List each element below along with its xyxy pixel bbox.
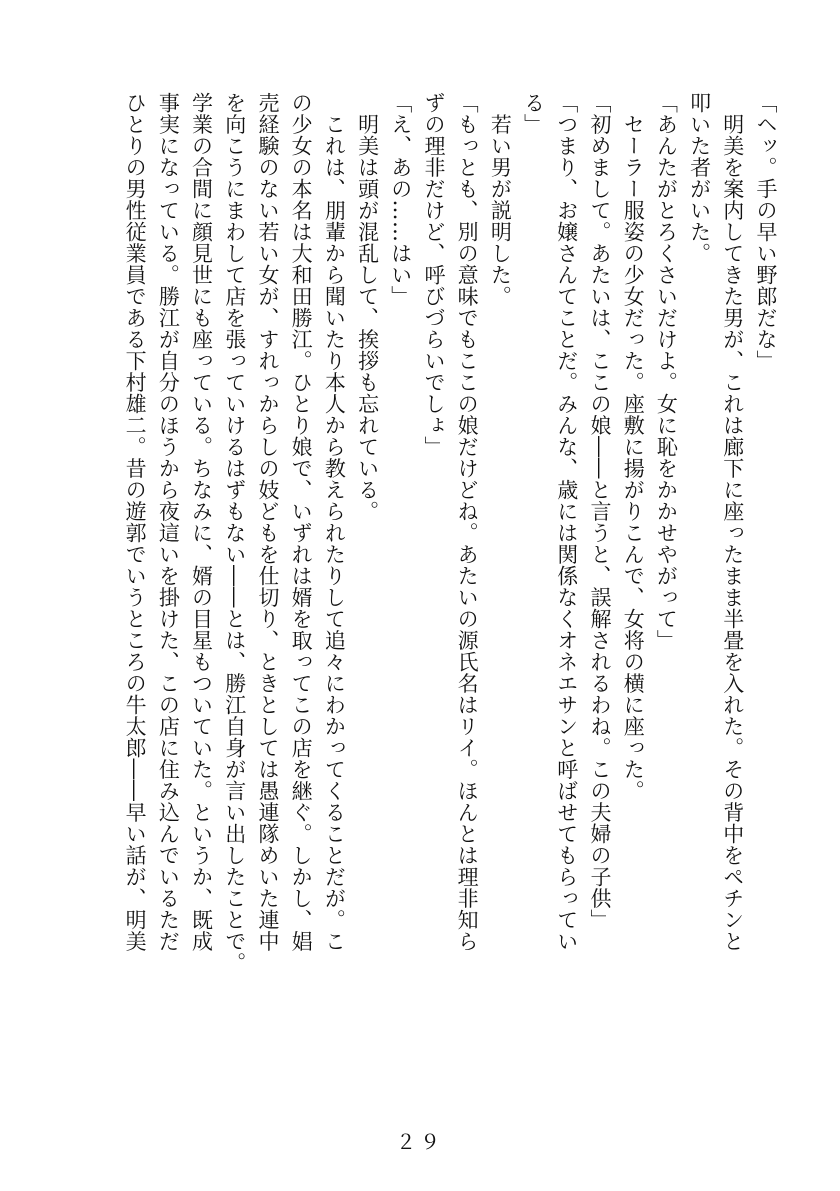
text-line: 叩いた者がいた。 (687, 92, 712, 264)
text-line: 学業の合間に顔見世にも座っている。ちなみに、婿の目星もついていた。というか、既成 (189, 92, 214, 952)
text-line: 事実になっている。勝江が自分のほうから夜這いを掛けた、この店に住み込んでいるただ (156, 92, 181, 952)
text-line: 売経験のない若い女が、すれっからしの妓どもを仕切り、ときとしては愚連隊めいた連中 (255, 92, 280, 952)
text-line: 明美を案内してきた男が、これは廊下に座ったまま半畳を入れた。その背中をペチンと (720, 92, 745, 952)
vertical-text-body (52, 92, 782, 1037)
text-line: 「ヘッ。手の早い野郎だな」 (754, 92, 778, 372)
text-line: を向こうにまわして店を張っていけるはずもない――とは、勝江自身が言い出したことで。 (222, 92, 247, 974)
text-line: これは、朋輩から聞いたり本人から教えられたりして追々にわかってくることだが。こ (322, 92, 347, 952)
text-line: 若い男が説明した。 (488, 92, 513, 307)
text-line: セーラー服姿の少女だった。座敷に揚がりこんで、女将の横に座った。 (621, 92, 646, 802)
text-line: 「え、あの……はい」 (388, 92, 413, 307)
text-line: る」 (521, 92, 546, 135)
text-line: 「あんたがとろくさいだけよ。女に恥をかかせやがって」 (654, 92, 679, 651)
text-line: の少女の本名は大和田勝江。ひとり娘で、いずれは婿を取ってこの店を継ぐ。しかし、娼 (289, 92, 314, 952)
text-line: 「つまり、お嬢さんてことだ。みんな、歳には関係なくオネエサンと呼ばせてもらってい (554, 92, 579, 952)
text-line: 明美は頭が混乱して、挨拶も忘れている。 (355, 92, 380, 522)
text-line: ずの理非だけど、呼びづらいでしょ」 (421, 92, 446, 458)
text-line: 「もっとも、別の意味でもここの娘だけどね。あたいの源氏名はリイ。ほんとは理非知ら (455, 92, 480, 952)
text-line: 「初めまして。あたいは、ここの娘――と言うと、誤解されるわね。この夫婦の子供」 (587, 92, 612, 931)
text-line: ひとりの男性従業員である下村雄二。昔の遊郭でいうところの牛太郎――早い話が、明美 (123, 92, 148, 952)
page-number: ２９ (396, 1130, 444, 1154)
